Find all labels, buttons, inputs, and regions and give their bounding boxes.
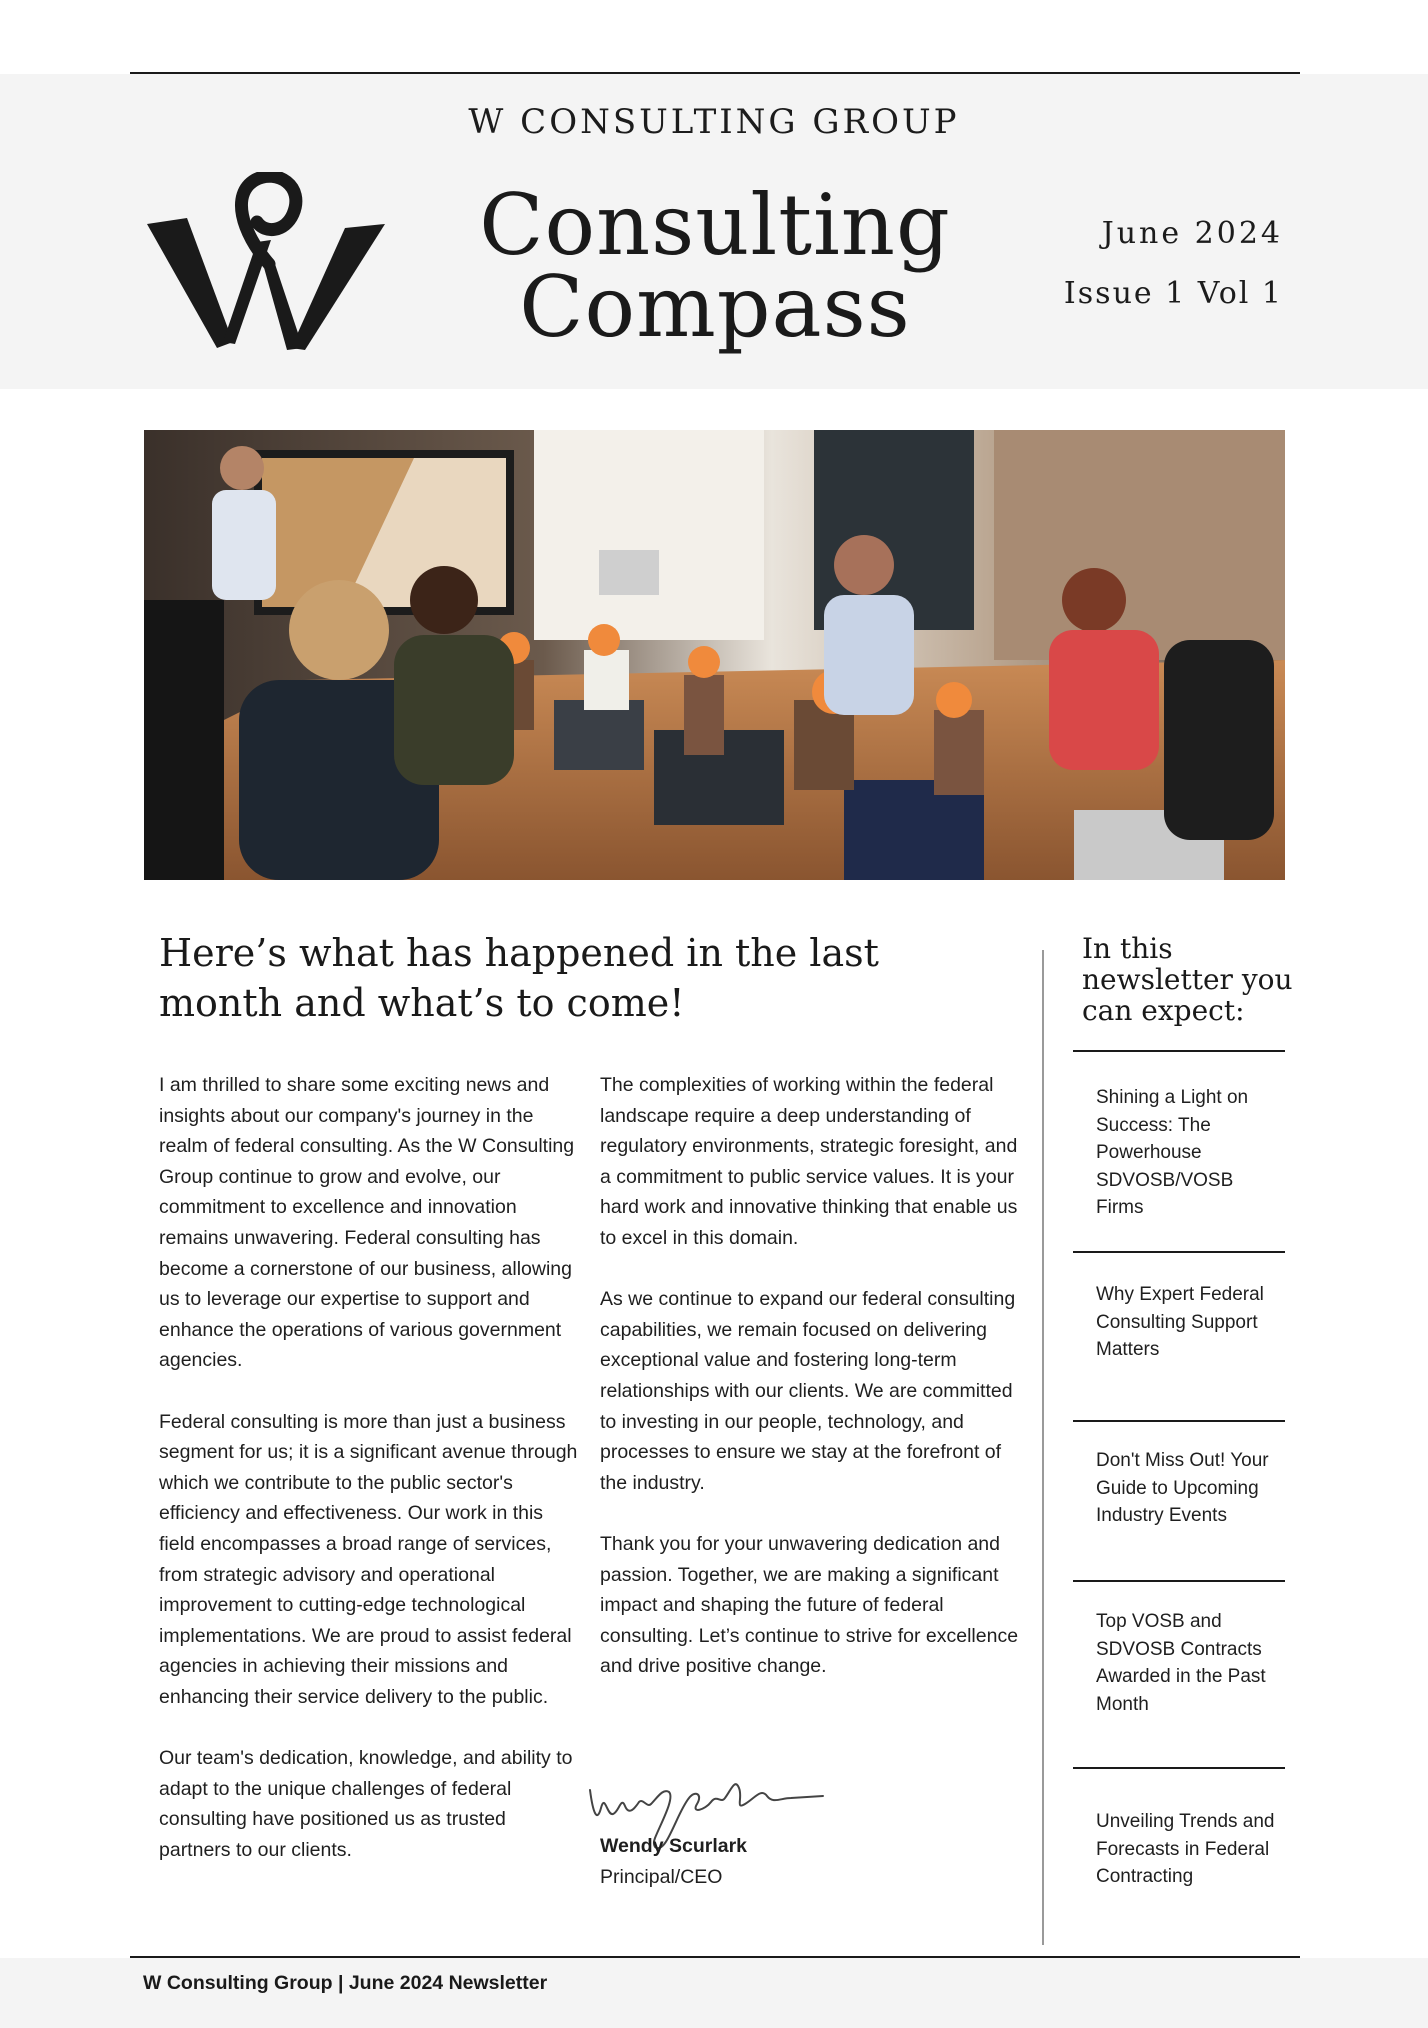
article-paragraph: The complexities of working within the federal landscape require a deep understanding of regulatory environments, strategic foresight, and a commitment to public service values. It is your hard work and innovative thinking that enable us to excel in this domain. (600, 1074, 1018, 1249)
sidebar-item-success-firms: Shining a Light on Success: The Powerhouse SDVOSB/VOSB Firms (1096, 1087, 1249, 1218)
signer-role: Principal/CEO (600, 1866, 723, 1888)
issue-volume: Issue 1 Vol 1 (1063, 276, 1283, 311)
newsletter-title (470, 176, 960, 356)
signer-name: Wendy Scurlark (600, 1835, 748, 1857)
sidebar-rule (1073, 1050, 1285, 1052)
article-column-right (600, 1070, 1020, 1712)
sidebar-rule (1073, 1580, 1285, 1582)
article-paragraph: Our team's dedication, knowledge, and ability to adapt to the unique challenges of federal consulting have positioned us as trusted partners to our clients. (159, 1747, 573, 1861)
sidebar-item-industry-events: Don't Miss Out! Your Guide to Upcoming Industry Events (1096, 1450, 1269, 1526)
company-name: W CONSULTING GROUP (468, 102, 960, 142)
w-monogram-logo (145, 172, 385, 352)
title-line-2: Compass (519, 258, 911, 356)
article-paragraph: I am thrilled to share some exciting news and insights about our company's journey in the realm of federal consulting. As the W Consulting Group continue to grow and evolve, our commitment to excellence and innovation remains unwavering. Federal consulting has become a cornerstone of our business, allowing us to leverage our expertise to support and enhance the operations of various government agencies. (159, 1074, 575, 1372)
sidebar-heading: In this newsletter you can expect: (1082, 932, 1293, 1027)
sidebar-item-trends-forecasts: Unveiling Trends and Forecasts in Federal Contracting (1096, 1811, 1275, 1887)
sidebar-item-contracts-awarded: Top VOSB and SDVOSB Contracts Awarded in the Past Month (1096, 1611, 1266, 1715)
issue-date: June 2024 (1101, 216, 1283, 251)
sidebar-item-expert-support: Why Expert Federal Consulting Support Matters (1096, 1284, 1264, 1360)
article-paragraph: Federal consulting is more than just a business segment for us; it is a significant avenue through which we contribute to the public sector's efficiency and effectiveness. Our work in this field encompasses a broad range of services, from strategic advisory and operational improvement to cutting-edge technological implementations. We are proud to assist federal agencies in achieving their missions and enhancing their service delivery to the public. (159, 1410, 578, 1708)
footer-text: W Consulting Group | June 2024 Newsletter (143, 1972, 548, 1994)
article-paragraph: As we continue to expand our federal consulting capabilities, we remain focused on delivering exceptional value and fostering long-term relationships with our clients. We are committed to investing in our people, technology, and processes to ensure we stay at the forefront of the industry. (600, 1288, 1016, 1494)
article-paragraph: Thank you for your unwavering dedication and passion. Together, we are making a significant impact and shaping the future of federal consulting. Let’s continue to strive for excellence and drive positive change. (600, 1532, 1019, 1678)
sidebar-rule (1073, 1251, 1285, 1253)
masthead (0, 74, 1428, 389)
footer (0, 1958, 1428, 2028)
column-divider (1042, 950, 1044, 1945)
article-headline: Here’s what has happened in the last month and what’s to come! (159, 931, 879, 1025)
sidebar-rule (1073, 1420, 1285, 1422)
meeting-photo (144, 430, 1285, 880)
title-line-1: Consulting (479, 176, 951, 274)
article-column-left (159, 1070, 579, 1896)
sidebar-rule (1073, 1767, 1285, 1769)
